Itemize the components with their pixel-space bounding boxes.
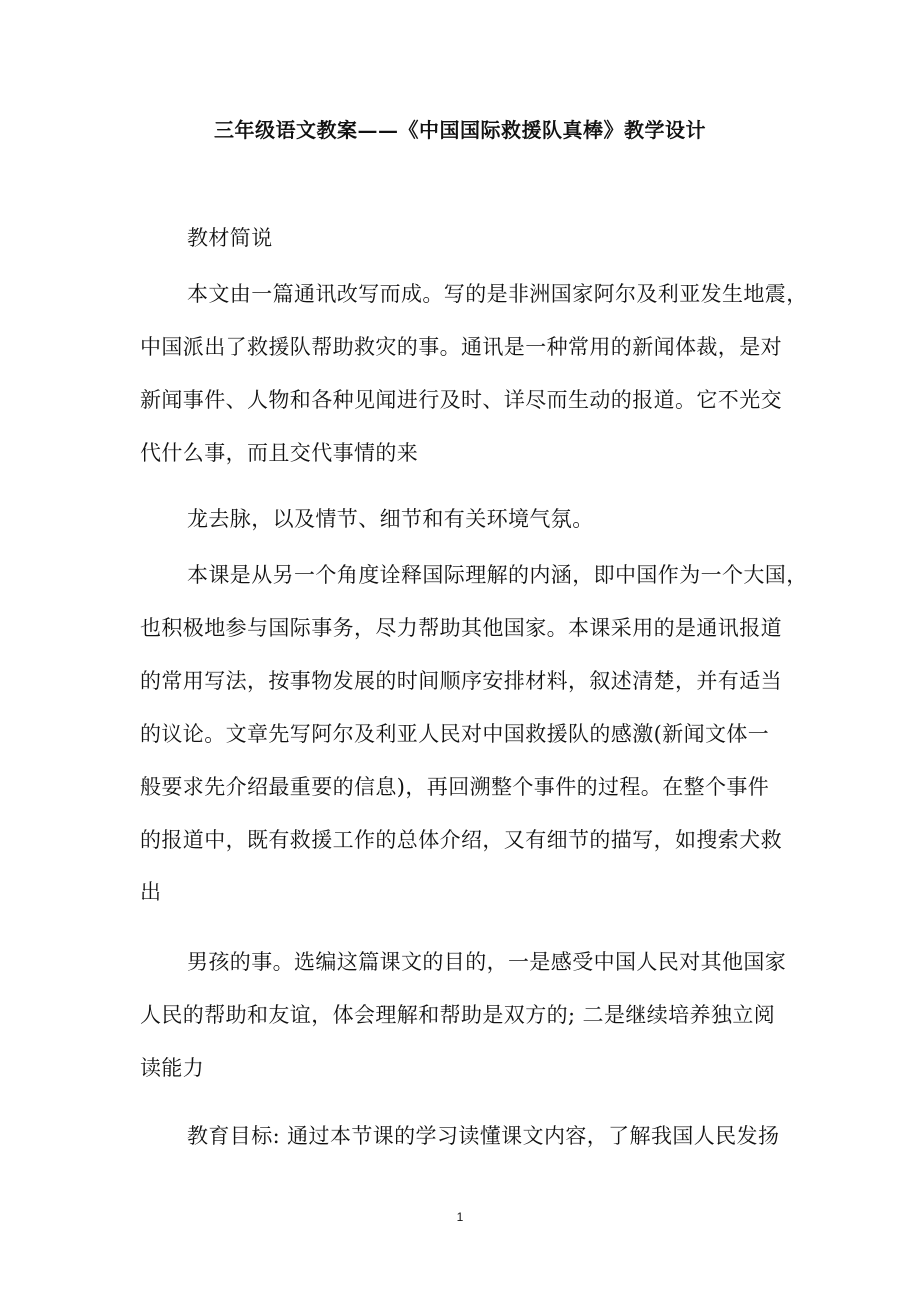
paragraph-line: 本文由一篇通讯改写而成。写的是非洲国家阿尔及利亚发生地震， (187, 282, 808, 306)
paragraph-line: 读能力 (140, 1056, 205, 1080)
paragraph-line: 的常用写法，按事物发展的时间顺序安排材料，叙述清楚，并有适当 (140, 669, 782, 693)
paragraph-line: 的议论。文章先写阿尔及利亚人民对中国救援队的感激(新闻文体一 (140, 722, 770, 746)
paragraph-line: 本课是从另一个角度诠释国际理解的内涵，即中国作为一个大国， (187, 563, 808, 587)
paragraph-line: 般要求先介绍最重要的信息)，再回溯整个事件的过程。在整个事件 (140, 775, 770, 799)
paragraph-line: 人民的帮助和友谊，体会理解和帮助是双方的; 二是继续培养独立阅 (140, 1003, 776, 1027)
document-title: 三年级语文教案——《中国国际救援队真棒》教学设计 (214, 118, 706, 142)
paragraph-line: 中国派出了救援队帮助救灾的事。通讯是一种常用的新闻体裁，是对 (140, 335, 782, 359)
paragraph-line: 的报道中，既有救援工作的总体介绍，又有细节的描写，如搜索犬救 (140, 828, 782, 852)
section-heading: 教材简说 (187, 226, 273, 250)
paragraph-line: 男孩的事。选编这篇课文的目的，一是感受中国人民对其他国家 (187, 950, 787, 974)
paragraph-line: 也积极地参与国际事务，尽力帮助其他国家。本课采用的是通讯报道 (140, 616, 782, 640)
paragraph-line: 出 (140, 880, 162, 904)
paragraph-line: 新闻事件、人物和各种见闻进行及时、详尽而生动的报道。它不光交 (140, 388, 782, 412)
page-number: 1 (456, 1210, 464, 1224)
paragraph-line: 教育目标: 通过本节课的学习读懂课文内容，了解我国人民发扬 (187, 1124, 780, 1148)
paragraph-line: 代什么事，而且交代事情的来 (140, 441, 419, 465)
paragraph-line: 龙去脉，以及情节、细节和有关环境气氛。 (187, 507, 594, 531)
